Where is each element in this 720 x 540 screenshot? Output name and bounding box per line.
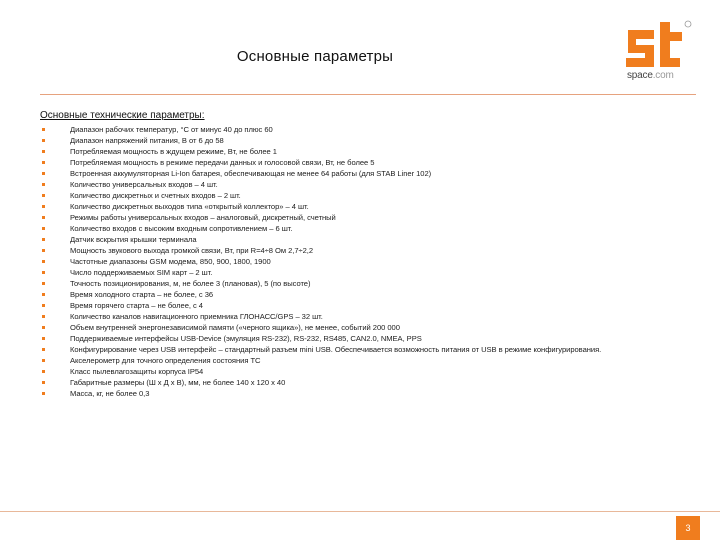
parameter-item: Мощность звукового выхода громкой связи, Вт, при R=4÷8 Ом 2,7÷2,2	[40, 245, 690, 256]
parameter-item: Поддерживаемые интерфейсы USB-Device (эмуляция RS-232), RS-232, RS485, CAN2.0, NMEA, PPS	[40, 333, 690, 344]
parameter-item: Точность позиционирования, м, не более 3 (плановая), 5 (по высоте)	[40, 278, 690, 289]
parameter-item: Потребляемая мощность в режиме передачи данных и голосовой связи, Вт, не более 5	[40, 157, 690, 168]
logo-word: space	[627, 70, 653, 81]
logo-word-suffix: com	[655, 70, 674, 81]
logo-wordmark	[627, 70, 674, 81]
parameter-item: Датчик вскрытия крышки терминала	[40, 234, 690, 245]
parameter-item: Количество каналов навигационного приемника ГЛОНАСС/GPS – 32 шт.	[40, 311, 690, 322]
parameter-item: Встроенная аккумуляторная Li-Ion батарея, обеспечивающая не менее 64 работы (для STAB Liner 102)	[40, 168, 690, 179]
page-number-badge	[676, 516, 700, 540]
parameter-item: Масса, кг, не более 0,3	[40, 388, 690, 399]
parameter-item: Количество универсальных входов – 4 шт.	[40, 179, 690, 190]
parameter-item: Режимы работы универсальных входов – аналоговый, дискретный, счетный	[40, 212, 690, 223]
page-number: 3	[685, 523, 691, 533]
logo-registered-mark	[685, 21, 691, 27]
footer-divider	[0, 511, 720, 512]
parameter-item: Время горячего старта – не более, с 4	[40, 300, 690, 311]
parameter-item: Потребляемая мощность в ждущем режиме, Вт, не более 1	[40, 146, 690, 157]
parameter-item: Класс пылевлагозащиты корпуса IP54	[40, 366, 690, 377]
parameter-item: Количество входов с высоким входным сопротивлением – 6 шт.	[40, 223, 690, 234]
parameter-item: Габаритные размеры (Ш х Д х В), мм, не более 140 x 120 x 40	[40, 377, 690, 388]
logo-dot: .	[652, 70, 656, 81]
logo-t-shape	[660, 22, 682, 67]
parameter-item: Количество дискретных выходов типа «открытый коллектор» – 4 шт.	[40, 201, 690, 212]
parameters-list	[40, 124, 690, 399]
parameter-item: Акселерометр для точного определения состояния ТС	[40, 355, 690, 366]
parameter-item: Конфигурирование через USB интерфейс – стандартный разъем mini USB. Обеспечивается возможность питания от USB в режиме конфигурирования.	[40, 344, 690, 355]
parameter-item: Число поддерживаемых SIM карт – 2 шт.	[40, 267, 690, 278]
section-subtitle: Основные технические параметры:	[40, 110, 205, 121]
header-divider	[40, 94, 696, 95]
parameter-item: Диапазон рабочих температур, °С от минус 40 до плюс 60	[40, 124, 690, 135]
parameter-item: Объем внутренней энергонезависимой памяти («черного ящика»), не менее, событий 200 000	[40, 322, 690, 333]
logo-s-shape	[626, 30, 654, 67]
slide-title: Основные параметры	[236, 48, 394, 65]
parameter-item: Количество дискретных и счетных входов – 2 шт.	[40, 190, 690, 201]
parameter-item: Время холодного старта – не более, с 36	[40, 289, 690, 300]
parameter-item: Частотные диапазоны GSM модема, 850, 900, 1800, 1900	[40, 256, 690, 267]
parameter-item: Диапазон напряжений питания, В от 6 до 58	[40, 135, 690, 146]
